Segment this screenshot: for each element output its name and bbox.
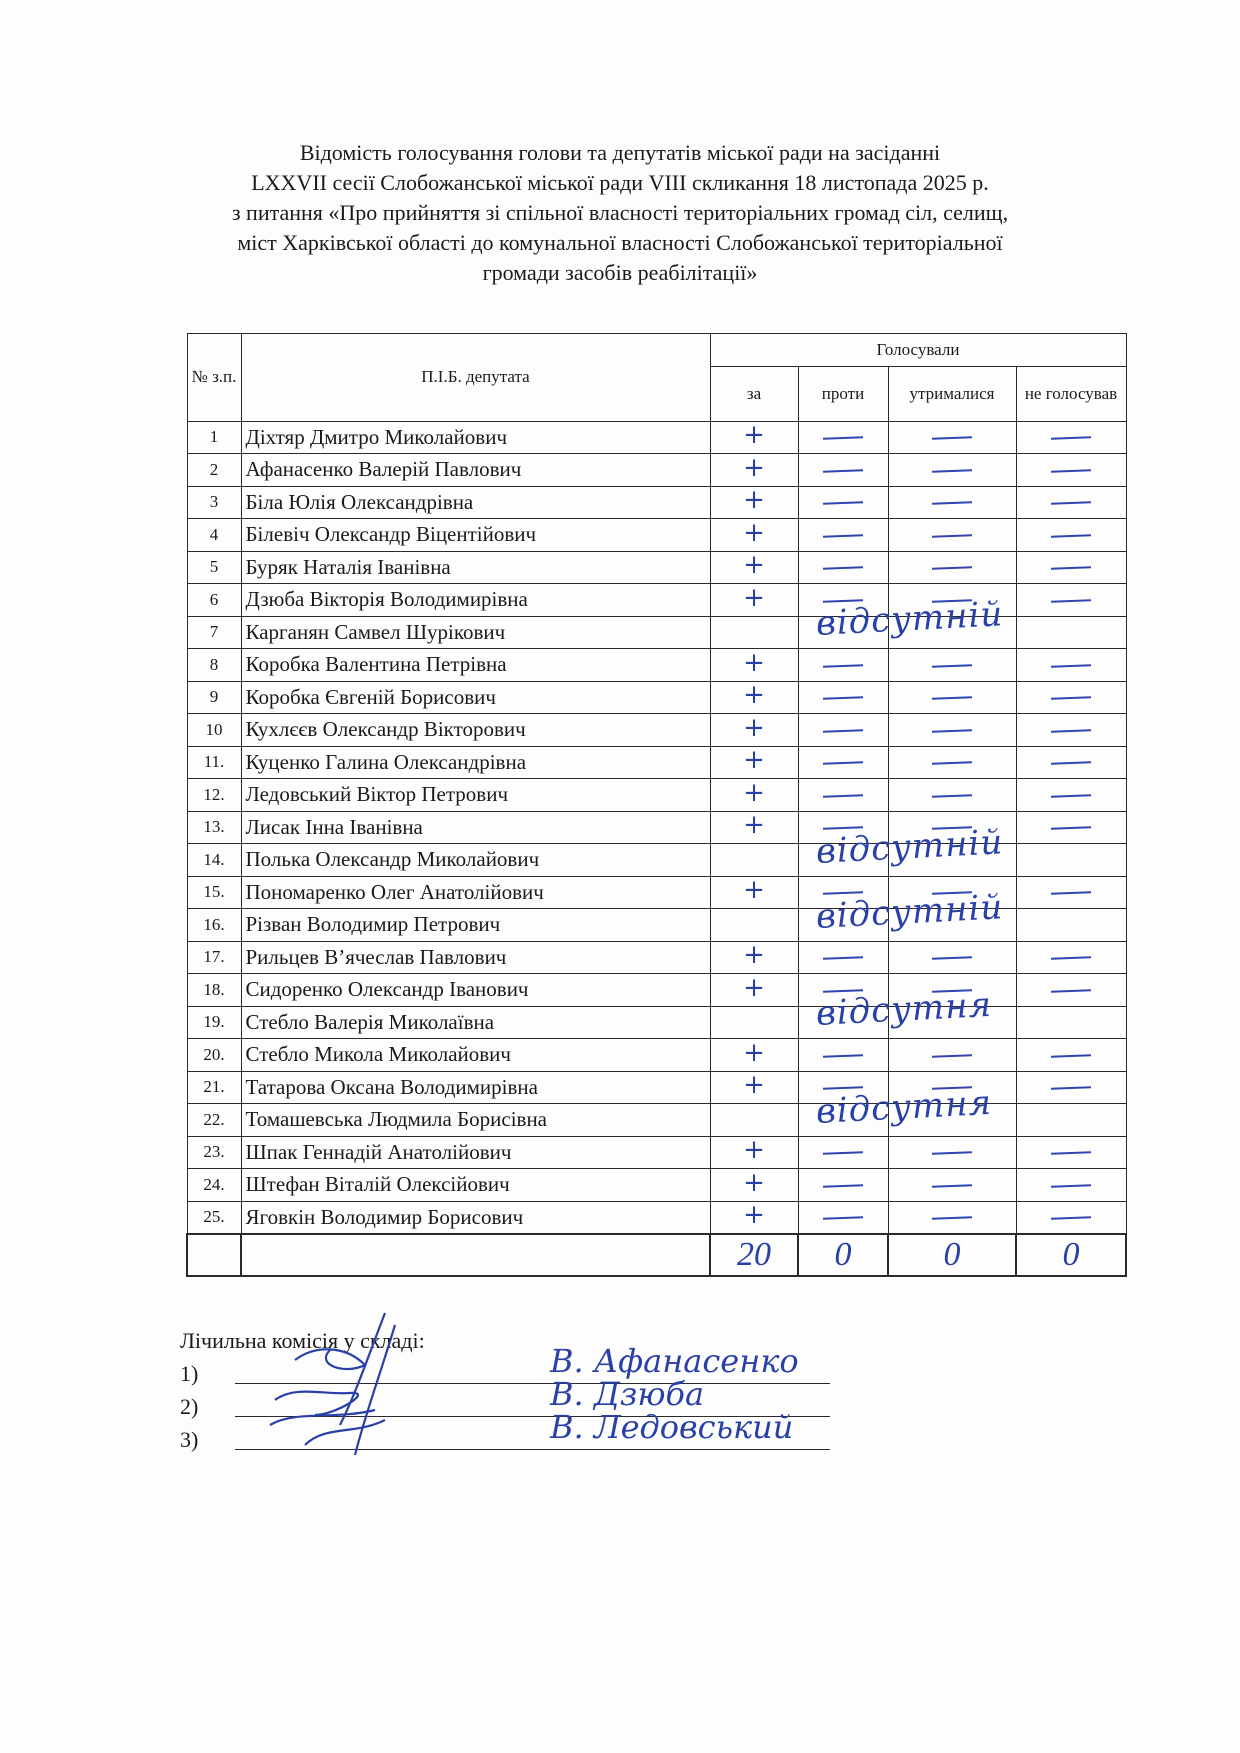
row-number: 12.: [187, 779, 241, 812]
handwritten-plus-mark: +: [743, 940, 765, 971]
vote-for-cell: [710, 1201, 798, 1234]
handwritten-dash-mark: [1051, 599, 1091, 602]
handwritten-dash-mark: [932, 1054, 972, 1057]
deputy-name: Рильцев В’ячеслав Павлович: [241, 941, 710, 974]
row-number: 10: [187, 714, 241, 747]
vote-not-voted-cell: [1016, 584, 1126, 617]
vote-not-voted-cell: [1016, 746, 1126, 779]
vote-not-voted-cell: [1016, 779, 1126, 812]
handwritten-plus-mark: +: [743, 1167, 765, 1198]
handwritten-dash-mark: [823, 469, 863, 472]
row-number: 1: [187, 421, 241, 454]
handwritten-dash-mark: [1051, 436, 1091, 439]
total-for: 20: [710, 1234, 798, 1276]
vote-for-cell: [710, 1039, 798, 1072]
header-voted: Голосували: [710, 334, 1126, 367]
table-row: [187, 714, 1126, 747]
deputy-name: Коробка Євгеній Борисович: [241, 681, 710, 714]
table-row: [187, 519, 1126, 552]
vote-against-cell: [798, 1039, 888, 1072]
header-num: № з.п.: [187, 334, 241, 422]
vote-not-voted-cell: [1016, 1169, 1126, 1202]
vote-against-cell: [798, 1136, 888, 1169]
vote-for-cell: [710, 551, 798, 584]
vote-for-cell: [710, 1071, 798, 1104]
voting-table: [186, 333, 1127, 1277]
handwritten-dash-mark: [823, 534, 863, 537]
header-not-voted: не голосував: [1016, 366, 1126, 421]
vote-not-voted-cell: [1016, 1039, 1126, 1072]
vote-for-cell: [710, 909, 798, 942]
vote-not-voted-cell: [1016, 811, 1126, 844]
vote-for-cell: [710, 616, 798, 649]
deputy-name: Кухлєєв Олександр Вікторович: [241, 714, 710, 747]
vote-for-cell: [710, 519, 798, 552]
title-line: з питання «Про прийняття зі спільної власності територіальних громад сіл, селищ,: [231, 200, 1009, 225]
vote-against-cell: [798, 746, 888, 779]
vote-not-voted-cell: [1016, 909, 1126, 942]
handwritten-plus-mark: +: [743, 517, 765, 548]
handwritten-plus-mark: +: [743, 875, 765, 906]
handwritten-dash-mark: [932, 1216, 972, 1219]
title-line: громади засобів реабілітації»: [482, 260, 758, 285]
handwritten-plus-mark: +: [743, 485, 765, 516]
vote-abstained-cell: [888, 941, 1016, 974]
table-row: [187, 1169, 1126, 1202]
total-against: 0: [798, 1234, 888, 1276]
row-number: 11.: [187, 746, 241, 779]
row-number: 21.: [187, 1071, 241, 1104]
handwritten-plus-mark: +: [743, 647, 765, 678]
deputy-name: Коробка Валентина Петрівна: [241, 649, 710, 682]
vote-not-voted-cell: [1016, 1104, 1126, 1137]
total-abstained: 0: [888, 1234, 1016, 1276]
vote-against-cell: [798, 454, 888, 487]
vote-not-voted-cell: [1016, 1006, 1126, 1039]
handwritten-dash-mark: [823, 696, 863, 699]
vote-for-cell: [710, 1169, 798, 1202]
handwritten-dash-mark: [823, 794, 863, 797]
vote-for-cell: [710, 681, 798, 714]
vote-against-cell: [798, 519, 888, 552]
handwritten-plus-mark: +: [743, 712, 765, 743]
handwritten-dash-mark: [823, 729, 863, 732]
vote-against-cell: [798, 649, 888, 682]
table-row: [187, 486, 1126, 519]
handwritten-dash-mark: [1051, 989, 1091, 992]
vote-abstained-cell: [888, 551, 1016, 584]
handwritten-dash-mark: [1051, 501, 1091, 504]
deputy-name: Шпак Геннадій Анатолійович: [241, 1136, 710, 1169]
handwritten-dash-mark: [823, 664, 863, 667]
vote-not-voted-cell: [1016, 454, 1126, 487]
vote-not-voted-cell: [1016, 876, 1126, 909]
deputy-name: Афанасенко Валерій Павлович: [241, 454, 710, 487]
handwritten-dash-mark: [1051, 1216, 1091, 1219]
handwritten-dash-mark: [1051, 566, 1091, 569]
handwritten-dash-mark: [1051, 956, 1091, 959]
row-number: 13.: [187, 811, 241, 844]
handwritten-dash-mark: [932, 1184, 972, 1187]
handwritten-plus-mark: +: [743, 1200, 765, 1231]
vote-for-cell: [710, 454, 798, 487]
vote-not-voted-cell: [1016, 649, 1126, 682]
handwritten-dash-mark: [1051, 534, 1091, 537]
vote-against-cell: [798, 421, 888, 454]
deputy-name: Білевіч Олександр Віцентійович: [241, 519, 710, 552]
header-against: проти: [798, 366, 888, 421]
member-index: 1): [180, 1361, 199, 1386]
table-row: [187, 1039, 1126, 1072]
handwritten-plus-mark: +: [743, 810, 765, 841]
vote-for-cell: [710, 811, 798, 844]
commission-label: Лічильна комісія у складі:: [180, 1328, 425, 1353]
handwritten-dash-mark: [823, 1216, 863, 1219]
row-number: 4: [187, 519, 241, 552]
row-number: 8: [187, 649, 241, 682]
vote-abstained-cell: [888, 1201, 1016, 1234]
handwritten-dash-mark: [932, 534, 972, 537]
handwritten-dash-mark: [1051, 794, 1091, 797]
vote-not-voted-cell: [1016, 1071, 1126, 1104]
handwritten-signatures: [255, 1305, 435, 1475]
vote-abstained-cell: [888, 486, 1016, 519]
vote-abstained-cell: [888, 1136, 1016, 1169]
handwritten-plus-mark: +: [743, 1135, 765, 1166]
row-number: 6: [187, 584, 241, 617]
table-row: [187, 681, 1126, 714]
vote-abstained-cell: [888, 421, 1016, 454]
vote-not-voted-cell: [1016, 1201, 1126, 1234]
handwritten-plus-mark: +: [743, 452, 765, 483]
handwritten-absent-note: відсутній: [814, 821, 1005, 872]
deputy-name: Сидоренко Олександр Іванович: [241, 974, 710, 1007]
handwritten-dash-mark: [1051, 1151, 1091, 1154]
handwritten-dash-mark: [823, 761, 863, 764]
title-line: міст Харківської області до комунальної власності Слобожанської територіальної: [237, 230, 1003, 255]
member-name: В. Ледовський: [550, 1408, 794, 1446]
handwritten-absent-note: відсутній: [814, 594, 1005, 644]
handwritten-dash-mark: [823, 956, 863, 959]
handwritten-dash-mark: [932, 566, 972, 569]
vote-not-voted-cell: [1016, 844, 1126, 877]
handwritten-absent-note: відсутній: [814, 886, 1005, 937]
deputy-name: Біла Юлія Олександрівна: [241, 486, 710, 519]
handwritten-dash-mark: [932, 469, 972, 472]
handwritten-dash-mark: [932, 664, 972, 667]
vote-not-voted-cell: [1016, 714, 1126, 747]
row-number: 24.: [187, 1169, 241, 1202]
deputy-name: Татарова Оксана Володимирівна: [241, 1071, 710, 1104]
header-name: П.І.Б. депутата: [241, 334, 710, 422]
vote-abstained-cell: [888, 649, 1016, 682]
vote-abstained-cell: [888, 746, 1016, 779]
handwritten-dash-mark: [932, 501, 972, 504]
vote-against-cell: [798, 941, 888, 974]
vote-not-voted-cell: [1016, 551, 1126, 584]
vote-for-cell: [710, 1136, 798, 1169]
vote-for-cell: [710, 1104, 798, 1137]
table-row: [187, 941, 1126, 974]
header-abstained: утрималися: [888, 366, 1016, 421]
vote-for-cell: [710, 746, 798, 779]
deputy-name: Різван Володимир Петрович: [241, 909, 710, 942]
row-number: 15.: [187, 876, 241, 909]
deputy-name: Дзюба Вікторія Володимирівна: [241, 584, 710, 617]
handwritten-dash-mark: [932, 794, 972, 797]
row-number: 18.: [187, 974, 241, 1007]
deputy-name: Куценко Галина Олександрівна: [241, 746, 710, 779]
vote-for-cell: [710, 714, 798, 747]
row-number: 3: [187, 486, 241, 519]
row-number: 20.: [187, 1039, 241, 1072]
row-number: 14.: [187, 844, 241, 877]
vote-not-voted-cell: [1016, 681, 1126, 714]
vote-for-cell: [710, 844, 798, 877]
member-index: 3): [180, 1427, 199, 1452]
row-number: 22.: [187, 1104, 241, 1137]
header-for: за: [710, 366, 798, 421]
vote-not-voted-cell: [1016, 941, 1126, 974]
handwritten-plus-mark: +: [743, 1037, 765, 1068]
table-row: [187, 1136, 1126, 1169]
vote-against-cell: [798, 779, 888, 812]
deputy-name: Стебло Микола Миколайович: [241, 1039, 710, 1072]
vote-against-cell: [798, 486, 888, 519]
member-name: В. Дзюба: [550, 1375, 705, 1413]
deputy-name: Карганян Самвел Шурікович: [241, 616, 710, 649]
handwritten-dash-mark: [823, 566, 863, 569]
vote-for-cell: [710, 486, 798, 519]
handwritten-dash-mark: [823, 1054, 863, 1057]
totals-name-cell: [241, 1234, 710, 1276]
handwritten-dash-mark: [1051, 729, 1091, 732]
handwritten-plus-mark: +: [743, 777, 765, 808]
table-row: [187, 454, 1126, 487]
title-line: Відомість голосування голови та депутатів міської ради на засіданні: [299, 140, 941, 165]
vote-abstained-cell: [888, 714, 1016, 747]
handwritten-dash-mark: [932, 761, 972, 764]
handwritten-dash-mark: [1051, 761, 1091, 764]
vote-against-cell: [798, 1201, 888, 1234]
title-line: LXXVII сесії Слобожанської міської ради VIII скликання 18 листопада 2025 р.: [251, 170, 989, 195]
row-number: 23.: [187, 1136, 241, 1169]
vote-for-cell: [710, 649, 798, 682]
deputy-name: Стебло Валерія Миколаївна: [241, 1006, 710, 1039]
deputy-name: Лисак Інна Іванівна: [241, 811, 710, 844]
handwritten-dash-mark: [1051, 1054, 1091, 1057]
vote-not-voted-cell: [1016, 519, 1126, 552]
handwritten-dash-mark: [932, 436, 972, 439]
row-number: 7: [187, 616, 241, 649]
deputy-name: Буряк Наталія Іванівна: [241, 551, 710, 584]
vote-against-cell: [798, 714, 888, 747]
total-not-voted: 0: [1016, 1234, 1126, 1276]
handwritten-dash-mark: [1051, 696, 1091, 699]
vote-abstained-cell: [888, 1169, 1016, 1202]
handwritten-dash-mark: [932, 956, 972, 959]
handwritten-dash-mark: [823, 1184, 863, 1187]
handwritten-dash-mark: [1051, 1184, 1091, 1187]
deputy-name: Полька Олександр Миколайович: [241, 844, 710, 877]
totals-num-cell: [187, 1234, 241, 1276]
deputy-name: Томашевська Людмила Борисівна: [241, 1104, 710, 1137]
vote-not-voted-cell: [1016, 974, 1126, 1007]
handwritten-absent-note: відсутня: [814, 1082, 993, 1132]
member-index: 2): [180, 1394, 199, 1419]
vote-not-voted-cell: [1016, 486, 1126, 519]
handwritten-dash-mark: [1051, 664, 1091, 667]
vote-for-cell: [710, 779, 798, 812]
vote-not-voted-cell: [1016, 421, 1126, 454]
vote-for-cell: [710, 584, 798, 617]
row-number: 19.: [187, 1006, 241, 1039]
handwritten-dash-mark: [1051, 826, 1091, 829]
handwritten-plus-mark: +: [743, 680, 765, 711]
vote-not-voted-cell: [1016, 1136, 1126, 1169]
handwritten-dash-mark: [1051, 891, 1091, 894]
handwritten-dash-mark: [932, 696, 972, 699]
vote-for-cell: [710, 1006, 798, 1039]
row-number: 25.: [187, 1201, 241, 1234]
handwritten-plus-mark: +: [743, 420, 765, 451]
vote-for-cell: [710, 876, 798, 909]
vote-abstained-cell: [888, 779, 1016, 812]
document-title: [140, 138, 1100, 288]
handwritten-plus-mark: +: [743, 1070, 765, 1101]
vote-not-voted-cell: [1016, 616, 1126, 649]
handwritten-dash-mark: [823, 501, 863, 504]
table-row: [187, 551, 1126, 584]
handwritten-dash-mark: [823, 436, 863, 439]
deputy-name: Яговкін Володимир Борисович: [241, 1201, 710, 1234]
table-row: [187, 779, 1126, 812]
row-number: 16.: [187, 909, 241, 942]
handwritten-plus-mark: +: [743, 550, 765, 581]
table-row: [187, 421, 1126, 454]
row-number: 9: [187, 681, 241, 714]
vote-against-cell: [798, 1169, 888, 1202]
handwritten-absent-note: відсутня: [814, 984, 993, 1034]
handwritten-plus-mark: +: [743, 745, 765, 776]
row-number: 2: [187, 454, 241, 487]
member-name: В. Афанасенко: [550, 1342, 799, 1380]
handwritten-dash-mark: [932, 1151, 972, 1154]
deputy-name: Діхтяр Дмитро Миколайович: [241, 421, 710, 454]
deputy-name: Штефан Віталій Олексійович: [241, 1169, 710, 1202]
vote-for-cell: [710, 941, 798, 974]
table-row: [187, 1201, 1126, 1234]
handwritten-dash-mark: [1051, 1086, 1091, 1089]
vote-abstained-cell: [888, 1039, 1016, 1072]
vote-abstained-cell: [888, 454, 1016, 487]
vote-abstained-cell: [888, 519, 1016, 552]
handwritten-plus-mark: +: [743, 972, 765, 1003]
table-row: [187, 746, 1126, 779]
deputy-name: Ледовський Віктор Петрович: [241, 779, 710, 812]
vote-against-cell: [798, 681, 888, 714]
vote-abstained-cell: [888, 681, 1016, 714]
vote-against-cell: [798, 551, 888, 584]
handwritten-dash-mark: [932, 729, 972, 732]
totals-row: [187, 1234, 1126, 1276]
table-row: [187, 649, 1126, 682]
vote-for-cell: [710, 974, 798, 1007]
vote-for-cell: [710, 421, 798, 454]
row-number: 5: [187, 551, 241, 584]
handwritten-dash-mark: [823, 1151, 863, 1154]
handwritten-dash-mark: [1051, 469, 1091, 472]
row-number: 17.: [187, 941, 241, 974]
deputy-name: Пономаренко Олег Анатолійович: [241, 876, 710, 909]
handwritten-plus-mark: +: [743, 582, 765, 613]
